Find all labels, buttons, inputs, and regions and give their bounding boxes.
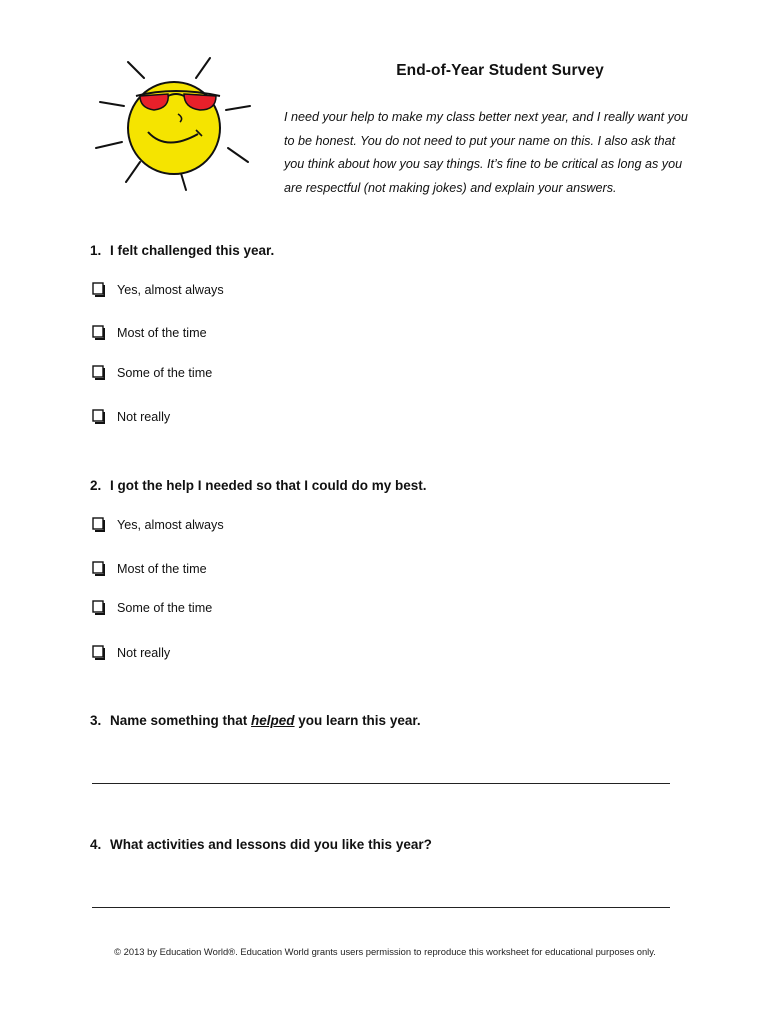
checkbox-icon[interactable] xyxy=(92,282,105,298)
question-number: 4. xyxy=(90,837,102,852)
survey-title: End-of-Year Student Survey xyxy=(396,62,604,79)
checkbox-icon[interactable] xyxy=(92,517,105,533)
checkbox-icon[interactable] xyxy=(92,409,105,425)
question-1 xyxy=(90,243,274,258)
question-text: What activities and lessons did you like this year? xyxy=(110,837,432,852)
q2-option-2[interactable] xyxy=(92,561,207,577)
question-2 xyxy=(90,478,427,493)
question-text-before: Name something that xyxy=(110,713,252,728)
option-label: Most of the time xyxy=(117,562,207,576)
intro-text: I need your help to make my class better next year, and I really want you to be honest. You do not need to put your name on this. I also ask that you think about how you say things. It’s fine to be critical as long as you are respectful (not making jokes) and explain your answers. xyxy=(284,110,688,195)
sun-with-sunglasses-icon xyxy=(88,52,258,200)
question-emphasis: helped xyxy=(251,713,295,728)
question-number: 1. xyxy=(90,243,102,258)
answer-line-q3[interactable] xyxy=(92,783,670,784)
q1-option-4[interactable] xyxy=(92,409,170,425)
question-text-after: you learn this year. xyxy=(294,713,421,728)
checkbox-icon[interactable] xyxy=(92,561,105,577)
option-label: Most of the time xyxy=(117,326,207,340)
answer-line-q4[interactable] xyxy=(92,907,670,908)
q2-option-4[interactable] xyxy=(92,645,170,661)
checkbox-icon[interactable] xyxy=(92,645,105,661)
checkbox-icon[interactable] xyxy=(92,365,105,381)
option-label: Yes, almost always xyxy=(117,518,224,532)
question-number: 3. xyxy=(90,713,102,728)
copyright-footer: © 2013 by Education World®. Education World grants users permission to reproduce this worksheet for educational purposes only. xyxy=(114,946,656,957)
q1-option-2[interactable] xyxy=(92,325,207,341)
question-number: 2. xyxy=(90,478,102,493)
question-text: I felt challenged this year. xyxy=(110,243,275,258)
checkbox-icon[interactable] xyxy=(92,325,105,341)
q1-option-3[interactable] xyxy=(92,365,212,381)
question-4 xyxy=(90,837,432,852)
q2-option-1[interactable] xyxy=(92,517,224,533)
checkbox-icon[interactable] xyxy=(92,600,105,616)
option-label: Some of the time xyxy=(117,366,213,380)
q2-option-3[interactable] xyxy=(92,600,212,616)
option-label: Not really xyxy=(117,646,171,660)
question-3 xyxy=(90,713,421,728)
option-label: Yes, almost always xyxy=(117,283,224,297)
option-label: Some of the time xyxy=(117,601,213,615)
q1-option-1[interactable] xyxy=(92,282,224,298)
question-text: I got the help I needed so that I could do my best. xyxy=(110,478,427,493)
option-label: Not really xyxy=(117,410,171,424)
